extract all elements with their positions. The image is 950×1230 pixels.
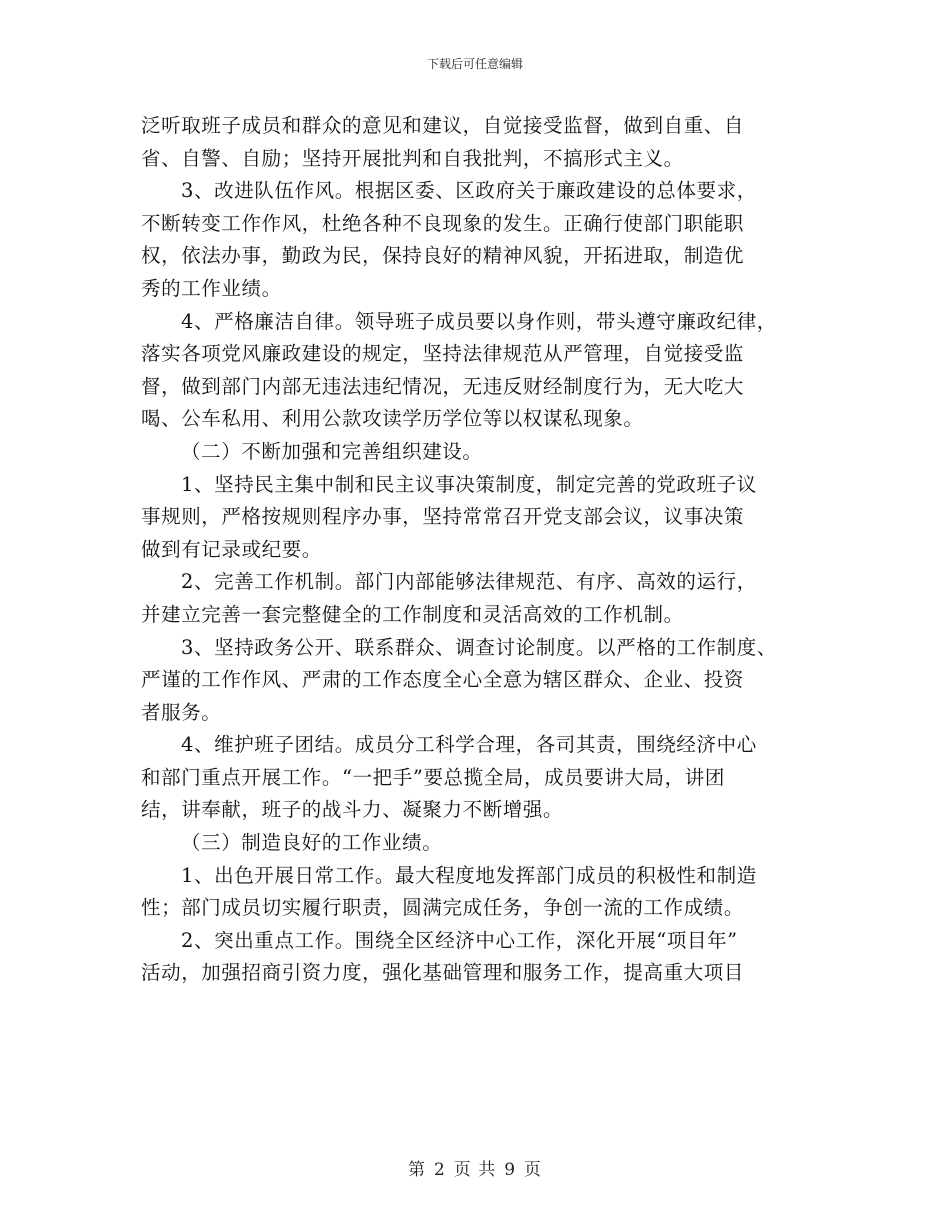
text-line: 2、完善工作机制。部门内部能够法律规范、有序、高效的运行， — [181, 570, 757, 594]
text-line: 秀的工作业绩。 — [141, 276, 282, 300]
footer-prefix: 第 — [407, 1160, 426, 1180]
section-heading: （二）不断加强和完善组织建设。 — [181, 439, 483, 463]
text-line: 结，讲奉献，班子的战斗力、凝聚力不断增强。 — [141, 798, 564, 822]
text-line: 喝、公车私用、利用公款攻读学历学位等以权谋私现象。 — [141, 407, 644, 431]
text-line: 权，依法办事，勤政为民，保持良好的精神风貌，开拓进取，制造优 — [141, 244, 745, 268]
header-note: 下载后可任意编辑 — [426, 57, 523, 71]
text-line: 4、维护班子团结。成员分工科学合理，各司其责，围绕经济中心 — [181, 733, 757, 757]
text-line: 做到有记录或纪要。 — [141, 537, 322, 561]
page-total: 9 — [504, 1160, 517, 1180]
text-line: 和部门重点开展工作。“一把手”要总揽全局，成员要讲大局，讲团 — [141, 765, 725, 789]
text-line: 省、自警、自励；坚持开展批判和自我批判，不搞形式主义。 — [141, 146, 684, 170]
text-line: 活动，加强招商引资力度，强化基础管理和服务工作，提高重大项目 — [141, 961, 745, 985]
text-line: 3、改进队伍作风。根据区委、区政府关于廉政建设的总体要求， — [181, 179, 757, 203]
text-line: 1、出色开展日常工作。最大程度地发挥部门成员的积极性和制造 — [181, 863, 757, 887]
text-line: 2、突出重点工作。围绕全区经济中心工作，深化开展“项目年” — [181, 928, 738, 952]
text-line: 性；部门成员切实履行职责，圆满完成任务，争创一流的工作成绩。 — [141, 896, 745, 920]
text-line: 并建立完善一套完整健全的工作制度和灵活高效的工作机制。 — [141, 602, 684, 626]
footer-middle: 页 共 — [453, 1160, 497, 1180]
text-line: 督，做到部门内部无违法违纪情况，无违反财经制度行为，无大吃大 — [141, 374, 745, 398]
text-line: 落实各项党风廉政建设的规定，坚持法律规范从严管理，自觉接受监 — [141, 342, 745, 366]
text-line: 4、严格廉洁自律。领导班子成员要以身作则，带头遵守廉政纪律， — [181, 309, 777, 333]
footer-suffix: 页 — [524, 1160, 543, 1180]
text-line: 者服务。 — [141, 700, 222, 724]
page-footer — [0, 1155, 950, 1180]
page-header — [0, 55, 950, 72]
text-line: 不断转变工作作风，杜绝各种不良现象的发生。正确行使部门职能职 — [141, 211, 745, 235]
text-line: 事规则，严格按规则程序办事，坚持常常召开党支部会议，议事决策 — [141, 505, 745, 529]
document-body — [141, 110, 811, 990]
page-number: 2 — [433, 1160, 446, 1180]
section-heading: （三）制造良好的工作业绩。 — [181, 831, 443, 855]
text-line: 泛听取班子成员和群众的意见和建议，自觉接受监督，做到自重、自 — [141, 114, 745, 137]
text-line: 3、坚持政务公开、联系群众、调查讨论制度。以严格的工作制度、 — [181, 635, 777, 659]
text-line: 严谨的工作作风、严肃的工作态度全心全意为辖区群众、企业、投资 — [141, 668, 745, 692]
text-line: 1、坚持民主集中制和民主议事决策制度，制定完善的党政班子议 — [181, 472, 757, 496]
